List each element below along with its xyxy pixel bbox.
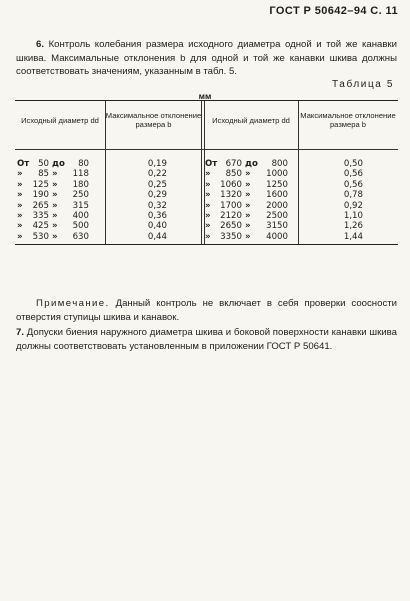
paragraph-7-number: 7.: [16, 327, 25, 338]
note-text: Данный контроль не включает в себя проверки соосности отверстия ступицы шкива и канавок.: [16, 298, 397, 323]
max-deviation: 0,44: [147, 231, 167, 242]
range-separator: до: [52, 159, 65, 169]
paragraph-6: [16, 38, 397, 79]
table-caption: Таблица 5: [332, 79, 394, 90]
max-deviation: 0,56: [343, 169, 363, 180]
range-from: 85: [38, 169, 49, 180]
range-to: 4000: [266, 231, 288, 242]
paragraph-6-text: Контроль колебания размера исходного диаметра одной и той же канавки шкива. Максимальные отклонения b для одной и той же канавки шкива должны соответствовать значениям, указанным в табл. 5.: [16, 39, 397, 77]
max-deviation: 0,50: [343, 159, 363, 169]
max-deviation: 0,22: [147, 169, 167, 180]
max-deviation: 0,25: [147, 179, 167, 190]
deviation-table: [15, 100, 398, 245]
note-title: Примечание.: [36, 298, 110, 309]
range-from: 3350: [220, 231, 242, 242]
range-prefix: »: [17, 211, 23, 221]
paragraph-7: [16, 326, 397, 353]
header-diameter-left: Исходный диаметр dd: [21, 116, 99, 125]
header-deviation-right: Максимальное отклонение размера b: [300, 111, 396, 129]
table-row: [15, 180, 398, 190]
range-separator: »: [52, 200, 58, 211]
note: [16, 297, 397, 324]
max-deviation: 0,19: [147, 159, 167, 169]
range-separator: »: [52, 179, 58, 190]
table-row: [15, 211, 398, 221]
range-separator: »: [245, 221, 251, 232]
range-separator: до: [245, 159, 258, 169]
max-deviation: 0,40: [147, 221, 167, 232]
range-prefix: »: [205, 221, 211, 232]
range-from: 670: [225, 159, 242, 169]
range-to: 315: [72, 200, 89, 211]
max-deviation: 1,10: [343, 211, 363, 221]
range-separator: »: [245, 169, 251, 180]
max-deviation: 0,78: [343, 190, 363, 201]
range-to: 3150: [266, 221, 288, 232]
max-deviation: 1,44: [343, 231, 363, 242]
range-from: 2120: [220, 211, 242, 221]
range-to: 2000: [266, 200, 288, 211]
range-separator: »: [245, 190, 251, 201]
range-from: 335: [32, 211, 49, 221]
range-prefix: »: [17, 190, 23, 201]
range-from: 125: [32, 179, 49, 190]
range-to: 118: [72, 169, 89, 180]
page-header: ГОСТ Р 50642–94 С. 11: [269, 5, 398, 17]
range-from: 2650: [220, 221, 242, 232]
table-row: [15, 232, 398, 242]
range-prefix: От: [205, 159, 218, 169]
table-row: [15, 221, 398, 231]
range-to: 800: [271, 159, 288, 169]
range-separator: »: [52, 169, 58, 180]
range-prefix: »: [205, 200, 211, 211]
range-prefix: »: [205, 179, 211, 190]
table-unit: мм: [198, 91, 212, 101]
range-prefix: »: [17, 221, 23, 232]
range-from: 530: [32, 231, 49, 242]
range-to: 250: [72, 190, 89, 201]
range-to: 2500: [266, 211, 288, 221]
range-prefix: »: [17, 200, 23, 211]
range-from: 850: [225, 169, 242, 180]
range-prefix: »: [17, 169, 23, 180]
range-from: 425: [32, 221, 49, 232]
table-row: [15, 201, 398, 211]
range-separator: »: [52, 211, 58, 221]
header-deviation-left: Максимальное отклонение размера b: [105, 111, 202, 129]
max-deviation: 0,92: [343, 200, 363, 211]
range-from: 190: [32, 190, 49, 201]
paragraph-7-text: Допуски биения наружного диаметра шкива и боковой поверхности канавки шкива должны соответствовать установленным в приложении ГОСТ Р 50641.: [16, 327, 397, 352]
paragraph-6-number: 6.: [36, 39, 45, 50]
max-deviation: 0,36: [147, 211, 167, 221]
range-to: 630: [72, 231, 89, 242]
table-row: [15, 169, 398, 179]
range-prefix: »: [205, 211, 211, 221]
range-to: 1000: [266, 169, 288, 180]
range-separator: »: [245, 179, 251, 190]
range-separator: »: [245, 231, 251, 242]
range-to: 1600: [266, 190, 288, 201]
header-diameter-right: Исходный диаметр dd: [212, 116, 290, 125]
range-prefix: »: [205, 169, 211, 180]
range-prefix: От: [17, 159, 30, 169]
range-from: 265: [32, 200, 49, 211]
max-deviation: 0,56: [343, 179, 363, 190]
range-prefix: »: [17, 231, 23, 242]
max-deviation: 1,26: [343, 221, 363, 232]
range-prefix: »: [205, 190, 211, 201]
range-to: 180: [72, 179, 89, 190]
range-to: 1250: [266, 179, 288, 190]
table-row: [15, 190, 398, 200]
range-separator: »: [52, 231, 58, 242]
range-to: 80: [78, 159, 89, 169]
range-to: 400: [72, 211, 89, 221]
range-prefix: »: [205, 231, 211, 242]
range-from: 1320: [220, 190, 242, 201]
range-separator: »: [245, 200, 251, 211]
table-row: [15, 159, 398, 169]
range-prefix: »: [17, 179, 23, 190]
range-from: 1700: [220, 200, 242, 211]
table-header-rule: [15, 149, 398, 150]
max-deviation: 0,29: [147, 190, 167, 201]
range-separator: »: [245, 211, 251, 221]
range-to: 500: [72, 221, 89, 232]
range-from: 50: [38, 159, 49, 169]
max-deviation: 0,32: [147, 200, 167, 211]
range-separator: »: [52, 190, 58, 201]
range-from: 1060: [220, 179, 242, 190]
range-separator: »: [52, 221, 58, 232]
